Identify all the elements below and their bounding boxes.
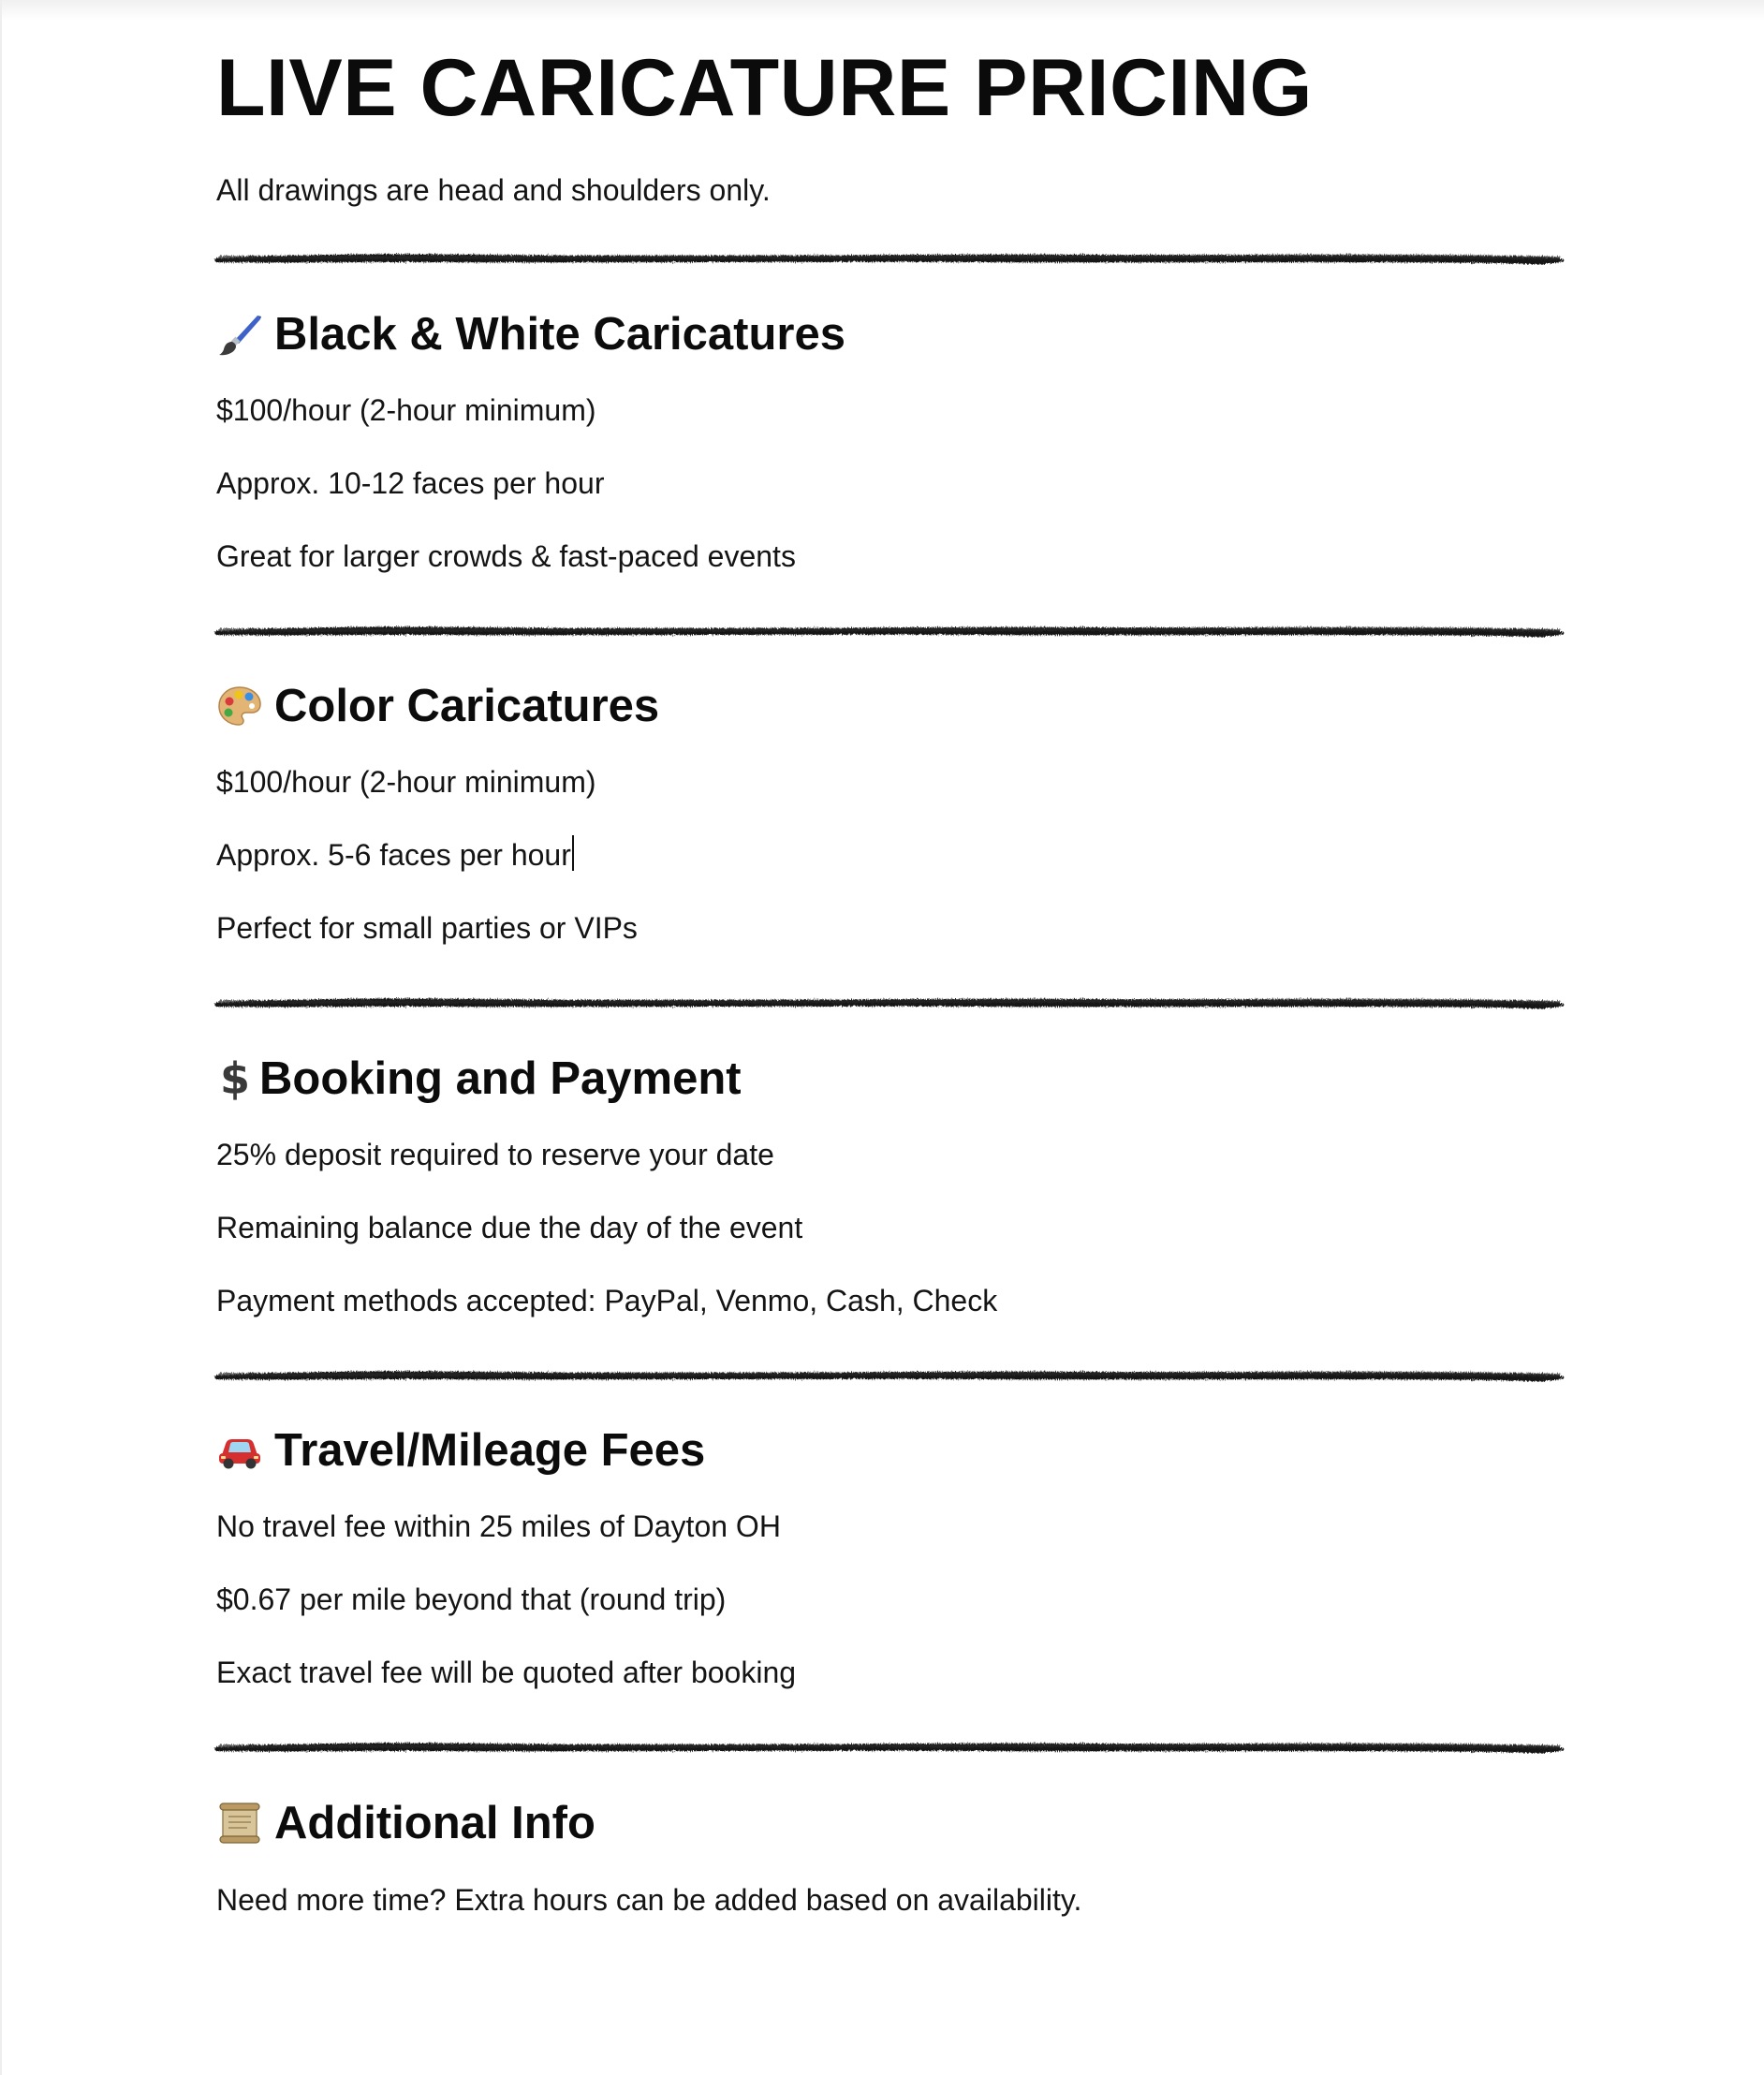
paintbrush-icon [216, 311, 263, 358]
section-heading-text: Booking and Payment [259, 1053, 742, 1104]
section-line: Exact travel fee will be quoted after booking [216, 1656, 797, 1689]
scroll-icon [216, 1800, 263, 1847]
section-line: Payment methods accepted: PayPal, Venmo, Cash, Check [216, 1284, 998, 1317]
brush-divider [211, 1361, 1568, 1390]
brush-divider [211, 617, 1568, 645]
section-line: $100/hour (2-hour minimum) [216, 393, 596, 427]
section-heading [216, 306, 845, 362]
section-line: $0.67 per mile beyond that (round trip) [216, 1582, 727, 1616]
section-line: 25% deposit required to reserve your date [216, 1138, 774, 1171]
section-heading-text: Color Caricatures [274, 681, 660, 731]
section-heading-text: Black & White Caricatures [274, 309, 845, 360]
section-line: No travel fee within 25 miles of Dayton OH [216, 1509, 781, 1543]
section-line: Need more time? Extra hours can be added based on availability. [216, 1883, 1082, 1917]
page-subtitle: All drawings are head and shoulders only. [216, 173, 771, 207]
text-cursor [572, 835, 574, 871]
section-line-with-cursor[interactable] [216, 835, 574, 875]
car-icon [216, 1427, 263, 1474]
brush-divider [211, 989, 1568, 1017]
section-heading-text: Travel/Mileage Fees [274, 1425, 706, 1476]
section-heading [216, 1795, 595, 1851]
section-line: Perfect for small parties or VIPs [216, 911, 638, 945]
section-heading [216, 1051, 742, 1107]
brush-divider [211, 244, 1568, 272]
section-line: $100/hour (2-hour minimum) [216, 765, 596, 799]
page-edge [0, 0, 2, 2075]
section-heading-text: Additional Info [274, 1798, 595, 1848]
section-line-text: Approx. 5-6 faces per hour [216, 838, 571, 872]
document-page [216, 0, 1574, 2075]
brush-divider [211, 1733, 1568, 1761]
section-heading [216, 678, 659, 734]
section-line: Remaining balance due the day of the event [216, 1211, 803, 1244]
svg-text:$: $ [219, 1055, 251, 1102]
page-title: LIVE CARICATURE PRICING [216, 43, 1313, 133]
artist-palette-icon [216, 683, 263, 729]
section-heading [216, 1422, 705, 1479]
dollar-sign-icon [216, 1055, 254, 1102]
section-line: Great for larger crowds & fast-paced events [216, 539, 796, 573]
section-line: Approx. 10-12 faces per hour [216, 466, 605, 500]
